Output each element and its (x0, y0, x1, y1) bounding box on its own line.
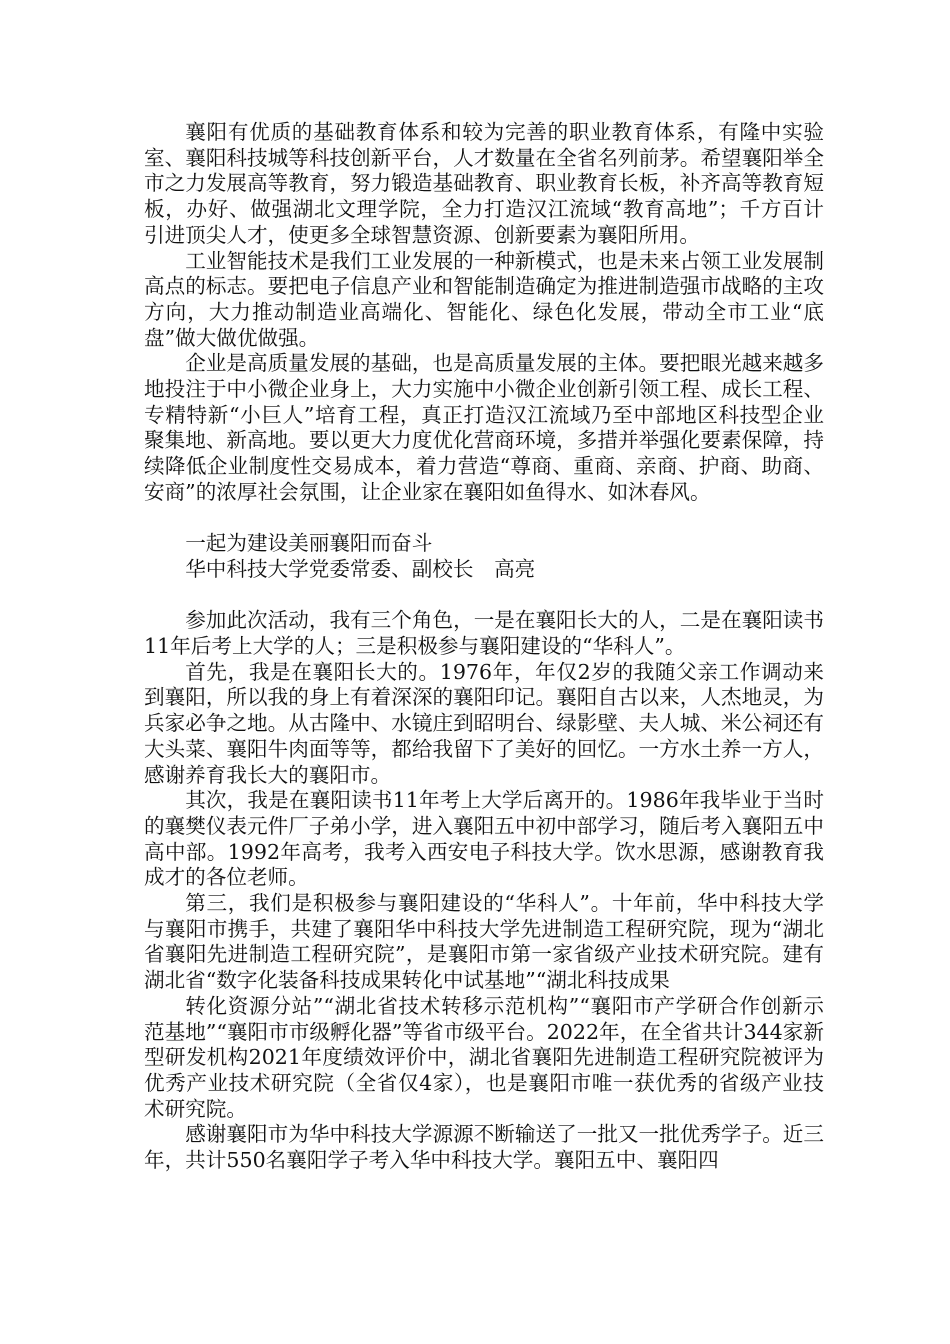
paragraph-third-continued: 转化资源分站”“湖北省技术转移示范机构”“襄阳市产学研合作创新示范基地”“襄阳市市级孵化器”等省市级平台。2022年，在全省共计344家新型研发机构2021年度绩效评价中，湖北省襄阳先进制造工程研究院被评为优秀产业技术研究院（全省仅4家），也是襄阳市唯一获优秀的省级产业技术研究院。 (144, 993, 825, 1121)
blank-line (144, 506, 824, 532)
blank-line (144, 583, 824, 609)
paragraph-thanks: 感谢襄阳市为华中科技大学源源不断输送了一批又一批优秀学子。近三年，共计550名襄阳学子考入华中科技大学。襄阳五中、襄阳四 (144, 1122, 824, 1173)
article-byline: 华中科技大学党委常委、副校长 高亮 (185, 556, 536, 581)
paragraph-roles: 参加此次活动，我有三个角色，一是在襄阳长大的人，二是在襄阳读书11年后考上大学的人；三是积极参与襄阳建设的“华科人”。 (144, 608, 824, 659)
paragraph-third: 第三，我们是积极参与襄阳建设的“华科人”。十年前，华中科技大学与襄阳市携手，共建了襄阳华中科技大学先进制造工程研究院，现为“湖北省襄阳先进制造工程研究院”，是襄阳市第一家省级产业技术研究院。建有湖北省“数字化装备科技成果转化中试基地”“湖北科技成果 (144, 891, 824, 993)
paragraph-second: 其次，我是在襄阳读书11年考上大学后离开的。1986年我毕业于当时的襄樊仪表元件厂子弟小学，进入襄阳五中初中部学习，随后考入襄阳五中高中部。1992年高考，我考入西安电子科技大学。饮水思源，感谢教育我成才的各位老师。 (144, 788, 825, 890)
paragraph-industry: 工业智能技术是我们工业发展的一种新模式，也是未来占领工业发展制高点的标志。要把电子信息产业和智能制造确定为推进制造强市战略的主攻方向，大力推动制造业高端化、智能化、绿色化发展，带动全市工业“底盘”做大做优做强。 (144, 248, 824, 350)
paragraph-first: 首先，我是在襄阳长大的。1976年，年仅2岁的我随父亲工作调动来到襄阳，所以我的身上有着深深的襄阳印记。襄阳自古以来，人杰地灵，为兵家必争之地。从古隆中、水镜庄到昭明台、绿影壁、夫人城、米公祠还有大头菜、襄阳牛肉面等等，都给我留下了美好的回忆。一方水土养一方人，感谢养育我长大的襄阳市。 (144, 659, 824, 787)
paragraph-education: 襄阳有优质的基础教育体系和较为完善的职业教育体系，有隆中实验室、襄阳科技城等科技创新平台，人才数量在全省名列前茅。希望襄阳举全市之力发展高等教育，努力锻造基础教育、职业教育长板，补齐高等教育短板，办好、做强湖北文理学院，全力打造汉江流域“教育高地”；千方百计引进顶尖人才，使更多全球智慧资源、创新要素为襄阳所用。 (144, 120, 824, 247)
document-page (144, 120, 824, 1174)
paragraph-enterprise: 企业是高质量发展的基础，也是高质量发展的主体。要把眼光越来越多地投注于中小微企业身上，大力实施中小微企业创新引领工程、成长工程、专精特新“小巨人”培育工程，真正打造汉江流域乃至中部地区科技型企业聚集地、新高地。要以更大力度优化营商环境，多措并举强化要素保障，持续降低企业制度性交易成本，着力营造“尊商、重商、亲商、护商、助商、安商”的浓厚社会氛围，让企业家在襄阳如鱼得水、如沐春风。 (144, 351, 824, 504)
article-title: 一起为建设美丽襄阳而奋斗 (185, 531, 433, 556)
